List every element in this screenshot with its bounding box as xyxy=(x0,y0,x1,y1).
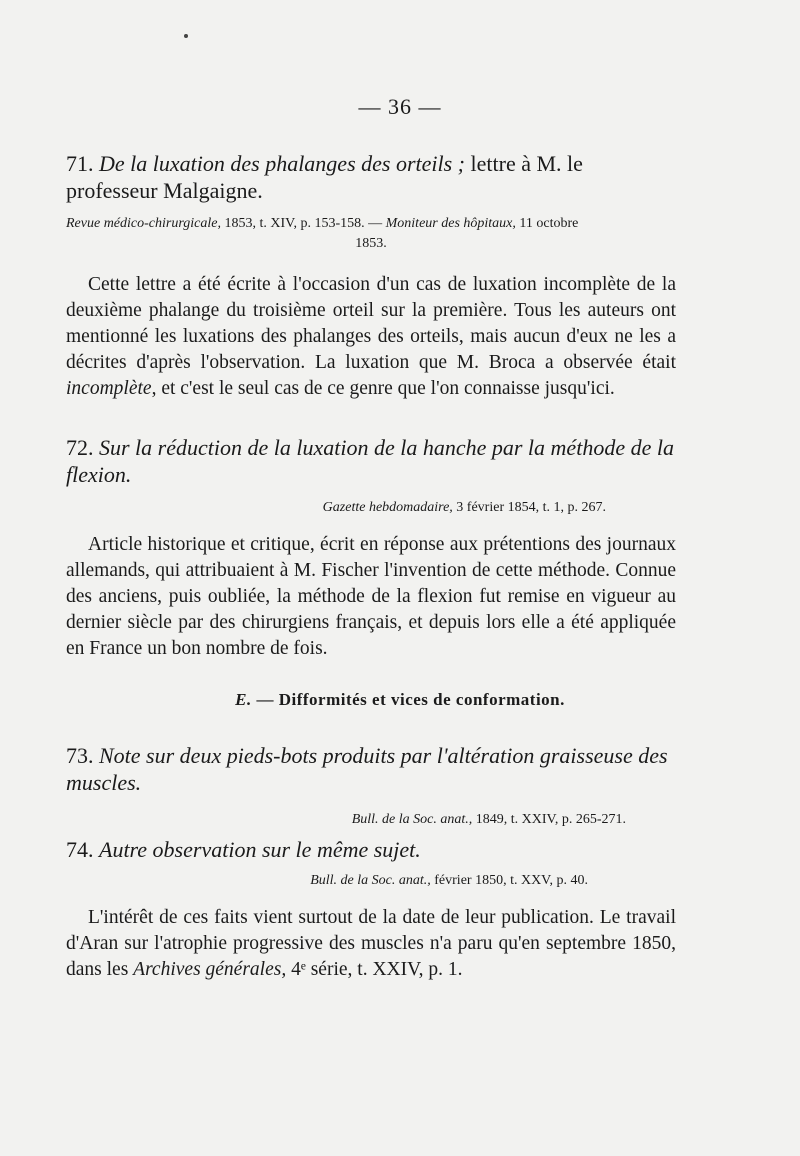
section-title: — Difformités et vices de conformation. xyxy=(251,690,565,709)
paragraph-text: L'intérêt de ces faits vient surtout de la date de leur publication. Le travail d'Aran sur l'atrophie progressive des muscles n'a paru qu'en septembre 1850, dans les xyxy=(66,907,676,980)
entry-73 xyxy=(66,742,676,830)
reference-journal-2: Moniteur des hôpitaux, xyxy=(382,216,516,231)
reference-year: 1853. xyxy=(355,236,387,251)
entry-paragraph xyxy=(66,272,676,402)
paragraph-end: 4ᵉ série, t. XXIV, p. 1. xyxy=(286,959,463,980)
entry-title-italic: Note sur deux pieds-bots produits par l'altération graisseuse des muscles. xyxy=(66,743,668,795)
entry-paragraph: Article historique et critique, écrit en réponse aux prétentions des journaux allemands, qui attribuaient à M. Fischer l'invention de cette méthode. Connue des anciens, puis oubliée, la méthode de la flexion fut remise en vigueur au dernier siècle par des chirurgiens français, et depuis lors elle a été appliquée en France un bon nombre de fois. xyxy=(66,534,676,659)
paragraph-emphasis: Archives générales, xyxy=(133,959,287,980)
entry-reference xyxy=(66,871,676,891)
reference-journal: Bull. de la Soc. anat., xyxy=(351,812,473,827)
entry-paragraph xyxy=(66,905,676,983)
entry-title-italic: De la luxation des phalanges des orteils ; xyxy=(99,151,466,176)
section-heading xyxy=(0,690,800,710)
entry-71 xyxy=(66,150,676,402)
reference-details: 1849, t. XXIV, p. 265-271. xyxy=(472,812,626,827)
reference-details: février 1850, t. XXV, p. 40. xyxy=(430,873,588,888)
entry-title-roman: lettre à M. le professeur Malgaigne. xyxy=(66,151,583,203)
entry-reference xyxy=(66,810,676,830)
reference-journal: Bull. de la Soc. anat., xyxy=(310,873,431,888)
paragraph-end: , et c'est le seul cas de ce genre que l'on connaisse jusqu'ici. xyxy=(151,378,615,399)
reference-date: 11 octobre xyxy=(515,216,579,231)
page-number: — 36 — xyxy=(358,94,442,119)
section-letter: E. xyxy=(235,690,252,709)
paragraph-text: Cette lettre a été écrite à l'occasion d'un cas de luxation incomplète de la deuxième phalange du troisième orteil sur la première. Tous les auteurs ont mentionné les luxations des phalanges des orteils, mais aucun d'eux ne les a décrites d'après l'observation. La luxation que M. Broca a observée était xyxy=(66,274,676,373)
entry-reference xyxy=(66,214,676,234)
entry-title xyxy=(66,742,676,796)
reference-details: 3 février 1854, t. 1, p. 267. xyxy=(452,500,606,515)
entry-title xyxy=(66,836,676,863)
entry-number: 73. xyxy=(66,743,94,768)
paragraph-emphasis: incomplète xyxy=(66,378,152,399)
reference-details: 1853, t. XIV, p. 153-158. — xyxy=(220,216,383,231)
entry-number: 74. xyxy=(66,837,94,862)
reference-journal: Revue médico-chirurgicale, xyxy=(66,216,221,231)
entry-reference xyxy=(66,498,676,518)
ink-speck xyxy=(184,34,188,38)
entry-74 xyxy=(66,836,676,983)
entry-title xyxy=(66,434,676,488)
entry-number: 71. xyxy=(66,151,94,176)
entry-72 xyxy=(66,434,676,662)
reference-journal: Gazette hebdomadaire, xyxy=(322,500,453,515)
entry-title xyxy=(66,150,676,204)
entry-title-italic: Sur la réduction de la luxation de la hanche par la méthode de la flexion. xyxy=(66,435,674,487)
entry-title-italic: Autre observation sur le même sujet. xyxy=(99,837,421,862)
entry-number: 72. xyxy=(66,435,94,460)
